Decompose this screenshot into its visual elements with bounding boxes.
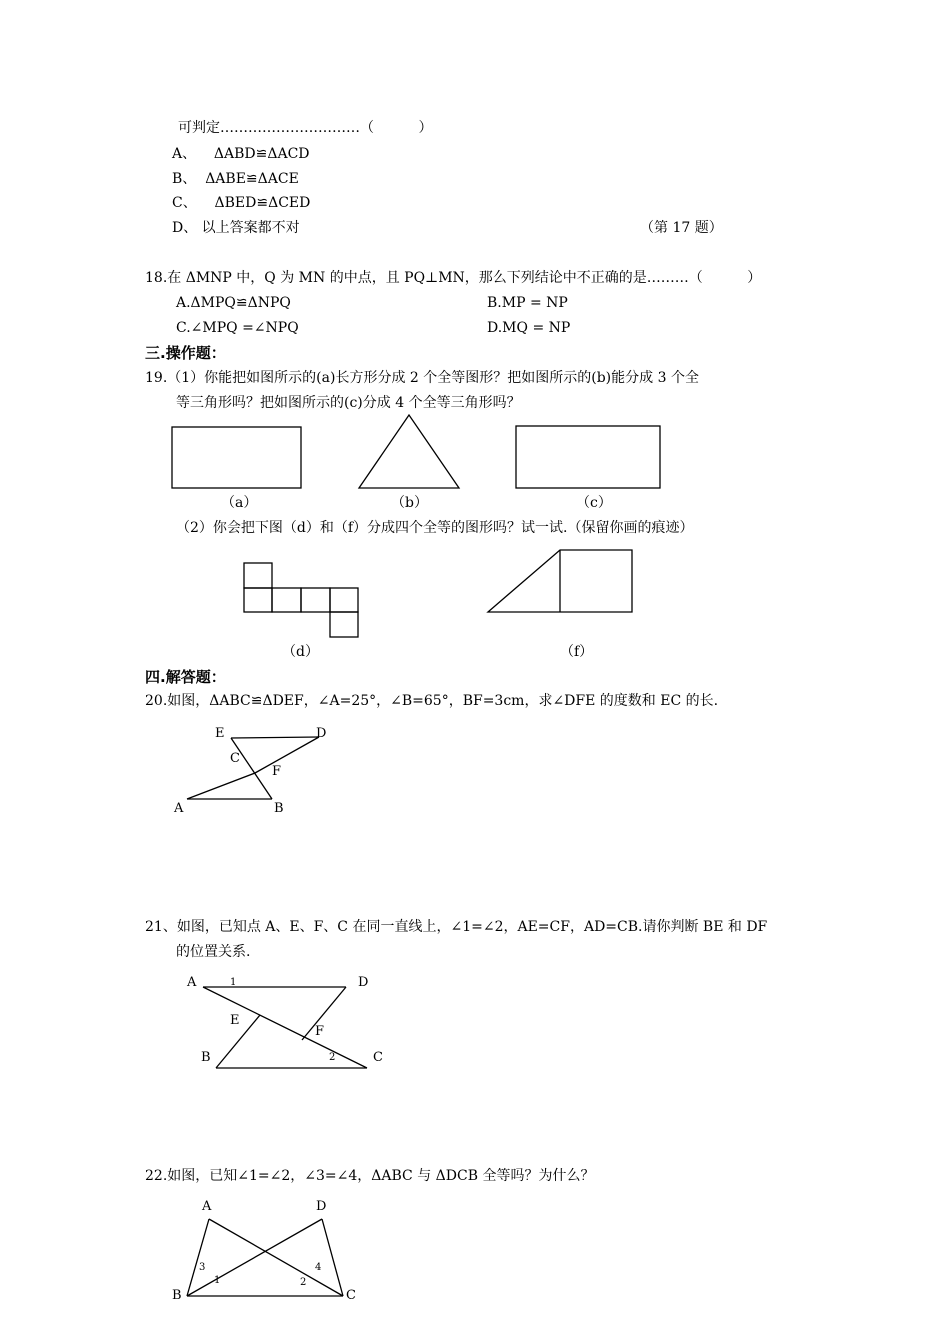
q20-point-a: A [174,801,184,816]
figure-c-label: （c） [576,495,612,511]
q19-part-2: （2）你会把下图（d）和（f）分成四个全等的图形吗？试一试.（保留你画的痕迹） [176,520,694,536]
section-3-heading: 三.操作题： [145,344,226,362]
q20-point-d: D [316,726,327,741]
q18-option-c: C.∠MPQ =∠NPQ [176,320,299,336]
q21-angle-1: 1 [230,977,237,988]
section-4-heading: 四.解答题： [145,668,226,686]
q21-point-c: C [373,1050,383,1065]
q20-point-c: C [230,751,240,766]
q22-angle-4: 4 [315,1262,322,1273]
q21-line-1: 21、如图，已知点 A、E、F、C 在同一直线上，∠1=∠2，AE=CF，AD=CB.请你判断 BE 和 DF [145,919,768,935]
q22-text: 22.如图，已知∠1=∠2，∠3=∠4，ΔABC 与 ΔDCB 全等吗？为什么？ [145,1168,595,1184]
q20-text: 20.如图，ΔABC≌ΔDEF，∠A=25°，∠B=65°，BF=3cm，求∠DFE 的度数和 EC 的长. [145,693,719,709]
segment-ab [187,1219,209,1296]
q20-point-f: F [272,764,282,779]
segment-ac [209,1219,343,1296]
q22-angle-2: 2 [300,1277,307,1288]
figure-f-label: （f） [560,644,594,660]
q21-point-f: F [315,1024,325,1039]
q18-option-d: D.MQ = NP [487,320,571,336]
q19-line-2: 等三角形吗？把如图所示的(c)分成 4 个全等三角形吗？ [176,395,521,411]
q22-point-a: A [202,1199,212,1214]
q22-point-c: C [346,1288,356,1303]
q21-angle-2: 2 [329,1052,336,1063]
q21-point-a: A [187,975,197,990]
q17-option-c: C、 ΔBED≌ΔCED [172,195,311,211]
q18-option-b: B.MP = NP [487,295,568,311]
q17-option-d: D、 以上答案都不对 [172,220,300,236]
q17-figure-caption: （第 17 题） [640,220,723,236]
q20-point-e: E [215,726,225,741]
q21-point-e: E [230,1013,240,1028]
q22-point-b: B [172,1288,182,1303]
q18-option-a: A.ΔMPQ≌ΔNPQ [176,295,291,311]
figure-b-label: （b） [391,495,428,511]
q19-line-1: 19.（1）你能把如图所示的(a)长方形分成 2 个全等图形？把如图所示的(b)能分成 3 个全 [145,370,699,386]
q21-point-d: D [358,975,369,990]
q22-angle-3: 3 [199,1262,206,1273]
q21-point-b: B [201,1050,211,1065]
q22-angle-1: 1 [214,1275,221,1286]
figure-d-label: （d） [282,644,319,660]
segment-dc [322,1219,343,1296]
q22-point-d: D [316,1199,327,1214]
q17-option-b: B、 ΔABE≌ΔACE [172,171,299,187]
q18-text: 18.在 ΔMNP 中，Q 为 MN 的中点，且 PQ⊥MN，那么下列结论中不正确的是………（ ） [145,270,762,286]
figure-a-label: （a） [221,495,258,511]
q17-lead: 可判定…………………………（ ） [178,120,433,136]
q21-line-2: 的位置关系. [176,944,251,960]
q20-point-b: B [274,801,284,816]
q17-option-a: A、 ΔABD≌ΔACD [172,146,310,162]
